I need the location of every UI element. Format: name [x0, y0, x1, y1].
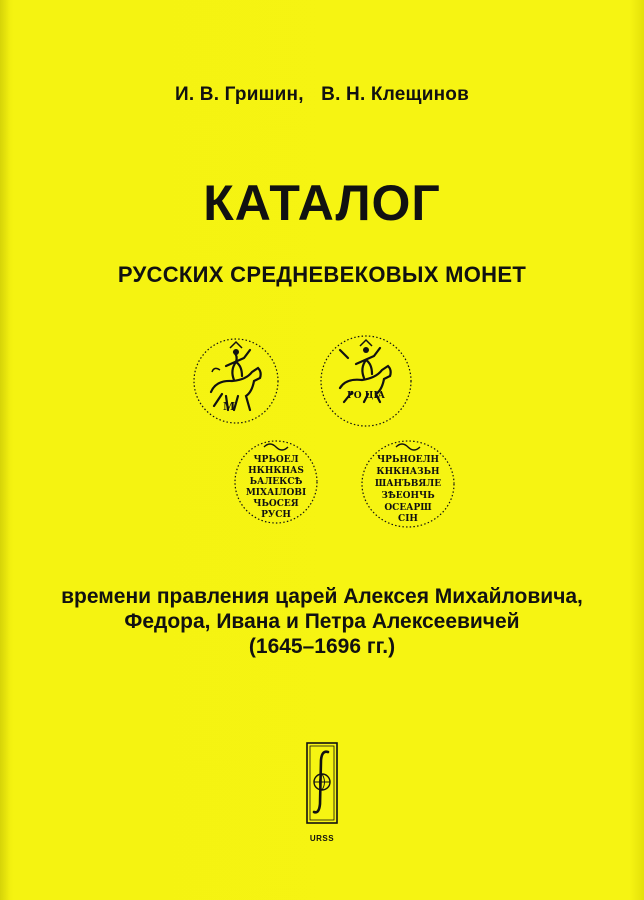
- book-subtitle: РУССКИХ СРЕДНЕВЕКОВЫХ МОНЕТ: [117, 262, 527, 287]
- coin-left-obverse-letters: М: [223, 400, 236, 413]
- coin-left-reverse-line: НКНКНАЅ: [248, 466, 304, 476]
- coin-right-reverse-line: ОСЕАРШ: [384, 503, 432, 513]
- coin-right-reverse-line: КНКНАЗЬН: [376, 467, 440, 477]
- period-line: времени правления царей Алексея Михайловича,: [61, 585, 583, 608]
- author-1: И. В. Гришин,: [174, 84, 304, 105]
- period-line: (1645–1696 гг.): [248, 635, 396, 658]
- coin-right-reverse-line: ЗѢЕОНЧЬ: [381, 491, 435, 501]
- coin-right-obverse-letters: РО ЦІА: [347, 391, 385, 401]
- coin-left-reverse-line: ЧЬОСЕЯ: [253, 499, 299, 509]
- period-line: Федора, Ивана и Петра Алексеевичей: [124, 610, 520, 633]
- coin-right-obverse: [321, 336, 411, 426]
- author-2: В. Н. Клещинов: [321, 84, 469, 105]
- coin-left-reverse-line: МІХАІЛОВІ: [245, 488, 307, 498]
- coin-left-obverse: [194, 339, 278, 423]
- coin-left-reverse-line: РУСН: [261, 510, 291, 520]
- coin-right-reverse-line: ЧРЬНОЕЛН: [376, 455, 440, 465]
- book-title: КАТАЛОГ: [203, 175, 441, 231]
- publisher-logo-icon: [306, 742, 338, 824]
- publisher-logo-text: URSS: [309, 834, 335, 843]
- coin-right-reverse: [362, 441, 454, 527]
- coin-left-reverse-line: ЬАЛЕКСѢ: [249, 477, 303, 487]
- coin-left-reverse-line: ЧРЬОЕЛ: [253, 455, 299, 465]
- coin-right-reverse-line: СІН: [398, 514, 418, 524]
- coin-left-reverse: [235, 441, 317, 523]
- coin-right-reverse-line: ШАНЪВЯЛЕ: [374, 479, 442, 489]
- period-description: [0, 584, 644, 659]
